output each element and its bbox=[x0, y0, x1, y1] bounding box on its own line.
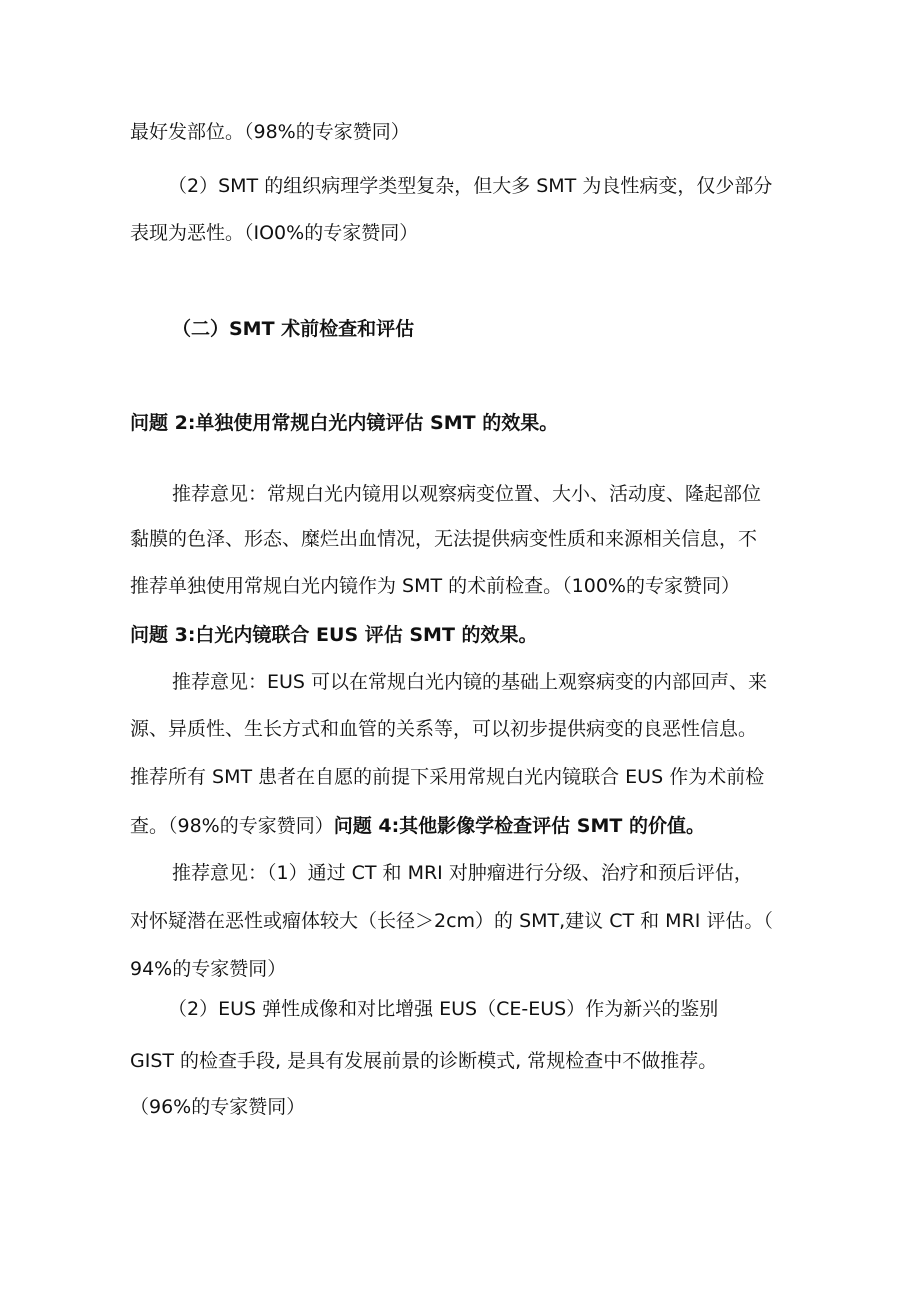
paragraph-line: 推荐单独使用常规白光内镜作为 SMT 的术前检查。（100%的专家赞同） bbox=[130, 575, 740, 597]
paragraph-line bbox=[130, 813, 705, 839]
paragraph-line: 推荐意见：EUS 可以在常规白光内镜的基础上观察病变的内部回声、来 bbox=[172, 671, 768, 693]
paragraph-line: 对怀疑潜在恶性或瘤体较大（长径＞2cm）的 SMT,建议 CT 和 MRI 评估。（ bbox=[130, 910, 773, 932]
paragraph-line: 推荐意见：常规白光内镜用以观察病变位置、大小、活动度、隆起部位 bbox=[172, 483, 762, 505]
paragraph-line: （96%的专家赞同） bbox=[130, 1096, 306, 1118]
paragraph-line: 源、异质性、生长方式和血管的关系等，可以初步提供病变的良恶性信息。 bbox=[130, 718, 758, 740]
question-heading: 问题 4:其他影像学检查评估 SMT 的价值。 bbox=[333, 815, 705, 837]
question-heading: 问题 2:单独使用常规白光内镜评估 SMT 的效果。 bbox=[130, 412, 559, 434]
section-heading: （二）SMT 术前检查和评估 bbox=[172, 318, 415, 340]
paragraph-line: 最好发部位。（98%的专家赞同） bbox=[130, 121, 410, 143]
paragraph-line: 推荐所有 SMT 患者在自愿的前提下采用常规白光内镜联合 EUS 作为术前检 bbox=[130, 766, 765, 788]
paragraph-line: 黏膜的色泽、形态、糜烂出血情况，无法提供病变性质和来源相关信息，不 bbox=[130, 528, 758, 550]
paragraph-line: GIST 的检查手段, 是具有发展前景的诊断模式, 常规检查中不做推荐。 bbox=[130, 1050, 718, 1072]
paragraph-line: 94%的专家赞同） bbox=[130, 958, 287, 980]
paragraph-line: （2）SMT 的组织病理学类型复杂，但大多 SMT 为良性病变，仅少部分 bbox=[168, 175, 773, 197]
paragraph-line: 表现为恶性。（IO0%的专家赞同） bbox=[130, 222, 419, 244]
question-heading: 问题 3:白光内镜联合 EUS 评估 SMT 的效果。 bbox=[130, 624, 538, 646]
paragraph-text: 查。（98%的专家赞同） bbox=[130, 815, 334, 837]
paragraph-line: 推荐意见：（1）通过 CT 和 MRI 对肿瘤进行分级、治疗和预后评估， bbox=[172, 862, 753, 884]
paragraph-line: （2）EUS 弹性成像和对比增强 EUS（CE-EUS）作为新兴的鉴别 bbox=[168, 998, 719, 1020]
